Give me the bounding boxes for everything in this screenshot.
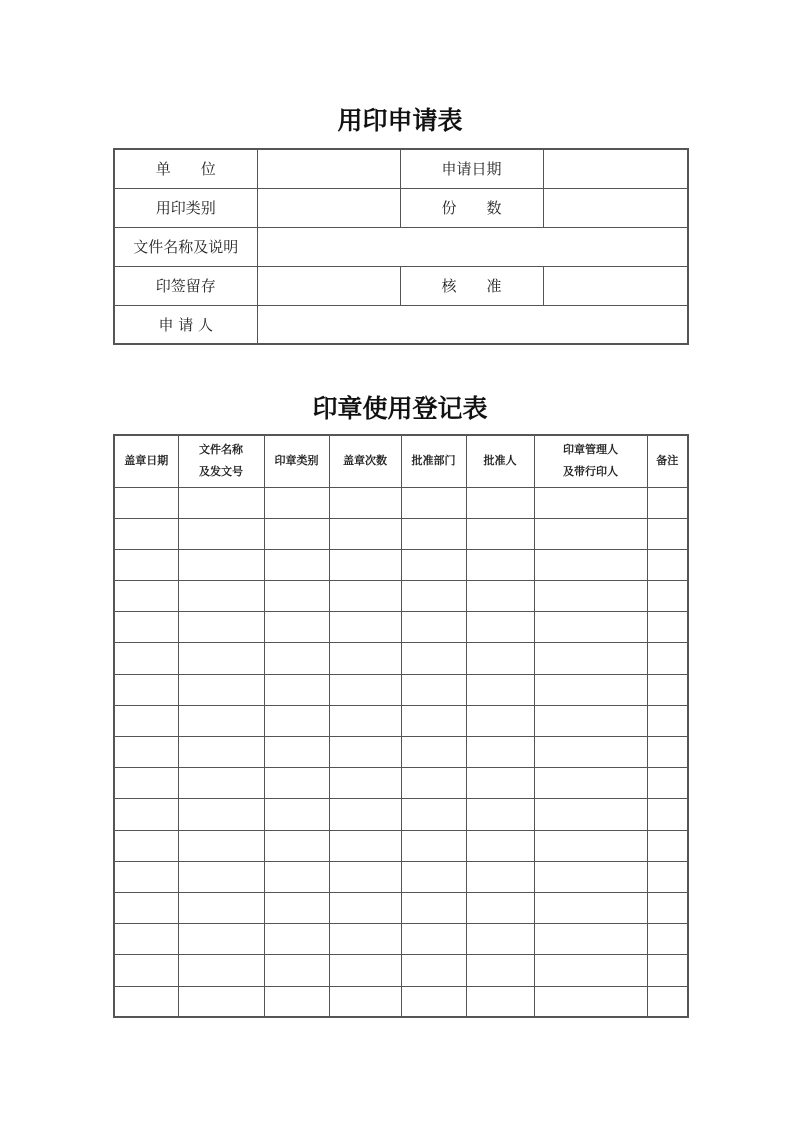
register-row <box>114 799 688 830</box>
register-header-cell <box>401 435 466 487</box>
unit-field[interactable] <box>257 149 400 188</box>
register-header-line: 批准人 <box>483 454 517 468</box>
register-cell[interactable] <box>329 861 401 892</box>
register-cell[interactable] <box>264 768 329 799</box>
register-cell[interactable] <box>401 737 466 768</box>
approval-field[interactable] <box>543 266 688 305</box>
register-row <box>114 612 688 643</box>
register-header-line: 批准部门 <box>411 454 456 468</box>
register-header-cell <box>647 435 688 487</box>
register-cell[interactable] <box>178 799 264 830</box>
register-header-line: 文件名称 <box>199 443 243 457</box>
register-cell[interactable] <box>647 986 688 1017</box>
register-cell[interactable] <box>466 892 534 923</box>
register-cell[interactable] <box>647 861 688 892</box>
register-header-line: 盖章次数 <box>343 454 387 468</box>
register-cell[interactable] <box>329 737 401 768</box>
register-cell[interactable] <box>647 705 688 736</box>
register-cell[interactable] <box>329 674 401 705</box>
register-cell[interactable] <box>534 799 647 830</box>
register-cell[interactable] <box>647 518 688 549</box>
register-cell[interactable] <box>401 518 466 549</box>
register-cell[interactable] <box>329 487 401 518</box>
approval-label: 核 准 <box>400 266 543 305</box>
form-row-applicant <box>114 305 688 344</box>
applicant-field[interactable] <box>257 305 688 344</box>
register-cell[interactable] <box>466 955 534 986</box>
seal-register-table <box>113 434 689 1018</box>
register-cell[interactable] <box>264 518 329 549</box>
register-header-line: 印章类别 <box>274 454 319 468</box>
register-cell[interactable] <box>401 955 466 986</box>
application-form-table <box>113 148 689 345</box>
register-cell[interactable] <box>647 955 688 986</box>
register-header-cell <box>329 435 401 487</box>
register-cell[interactable] <box>647 581 688 612</box>
register-cell[interactable] <box>264 892 329 923</box>
register-cell[interactable] <box>114 892 178 923</box>
register-cell[interactable] <box>178 487 264 518</box>
register-cell[interactable] <box>329 705 401 736</box>
register-cell[interactable] <box>329 581 401 612</box>
register-cell[interactable] <box>264 924 329 955</box>
register-header-cell <box>534 435 647 487</box>
applicant-label: 申 请 人 <box>114 305 257 344</box>
register-cell[interactable] <box>329 955 401 986</box>
register-cell[interactable] <box>647 768 688 799</box>
register-cell[interactable] <box>466 705 534 736</box>
register-row <box>114 924 688 955</box>
register-cell[interactable] <box>466 768 534 799</box>
register-cell[interactable] <box>329 924 401 955</box>
register-cell[interactable] <box>114 581 178 612</box>
register-cell[interactable] <box>114 643 178 674</box>
register-cell[interactable] <box>178 830 264 861</box>
register-cell[interactable] <box>264 986 329 1017</box>
register-cell[interactable] <box>534 643 647 674</box>
register-cell[interactable] <box>264 861 329 892</box>
register-header-line: 备注 <box>656 454 679 468</box>
register-row <box>114 768 688 799</box>
register-cell[interactable] <box>114 737 178 768</box>
doc-name-label: 文件名称及说明 <box>114 227 257 266</box>
register-cell[interactable] <box>466 518 534 549</box>
register-header-cell <box>466 435 534 487</box>
register-cell[interactable] <box>264 612 329 643</box>
register-cell[interactable] <box>466 861 534 892</box>
register-cell[interactable] <box>114 705 178 736</box>
register-cell[interactable] <box>647 924 688 955</box>
register-cell[interactable] <box>534 861 647 892</box>
register-cell[interactable] <box>647 892 688 923</box>
register-header-cell <box>114 435 178 487</box>
register-cell[interactable] <box>114 549 178 580</box>
copies-field[interactable] <box>543 188 688 227</box>
register-row <box>114 892 688 923</box>
register-cell[interactable] <box>178 705 264 736</box>
register-cell[interactable] <box>466 643 534 674</box>
register-cell[interactable] <box>401 612 466 643</box>
register-row <box>114 643 688 674</box>
form-row-doc-name <box>114 227 688 266</box>
register-form-title: 印章使用登记表 <box>312 394 488 423</box>
register-cell[interactable] <box>114 924 178 955</box>
register-cell[interactable] <box>534 830 647 861</box>
seal-sample-field[interactable] <box>257 266 400 305</box>
register-header-line: 及带行印人 <box>563 465 618 479</box>
register-header-line: 印章管理人 <box>563 443 618 457</box>
register-row <box>114 518 688 549</box>
register-cell[interactable] <box>534 737 647 768</box>
register-cell[interactable] <box>401 581 466 612</box>
register-cell[interactable] <box>534 924 647 955</box>
register-cell[interactable] <box>466 674 534 705</box>
register-cell[interactable] <box>534 892 647 923</box>
register-header-line: 及发文号 <box>199 465 243 479</box>
doc-name-field[interactable] <box>257 227 688 266</box>
register-cell[interactable] <box>178 737 264 768</box>
register-cell[interactable] <box>534 955 647 986</box>
register-header-row <box>114 435 688 487</box>
register-cell[interactable] <box>329 830 401 861</box>
register-cell[interactable] <box>401 768 466 799</box>
register-cell[interactable] <box>401 861 466 892</box>
register-cell[interactable] <box>178 861 264 892</box>
register-cell[interactable] <box>264 737 329 768</box>
register-cell[interactable] <box>329 643 401 674</box>
register-cell[interactable] <box>401 487 466 518</box>
register-cell[interactable] <box>178 674 264 705</box>
register-cell[interactable] <box>466 737 534 768</box>
register-cell[interactable] <box>401 986 466 1017</box>
register-cell[interactable] <box>466 487 534 518</box>
register-cell[interactable] <box>466 799 534 830</box>
register-header-line: 盖章日期 <box>124 454 169 468</box>
register-cell[interactable] <box>264 549 329 580</box>
seal-type-label: 用印类别 <box>114 188 257 227</box>
register-cell[interactable] <box>114 955 178 986</box>
register-row <box>114 487 688 518</box>
register-cell[interactable] <box>401 674 466 705</box>
register-row <box>114 737 688 768</box>
register-row <box>114 955 688 986</box>
register-cell[interactable] <box>401 892 466 923</box>
register-cell[interactable] <box>534 612 647 643</box>
register-cell[interactable] <box>534 518 647 549</box>
register-row <box>114 549 688 580</box>
copies-label: 份 数 <box>400 188 543 227</box>
register-cell[interactable] <box>647 549 688 580</box>
register-cell[interactable] <box>264 581 329 612</box>
form-row-seal-sample <box>114 266 688 305</box>
register-cell[interactable] <box>534 768 647 799</box>
register-cell[interactable] <box>466 549 534 580</box>
register-cell[interactable] <box>466 612 534 643</box>
apply-date-field[interactable] <box>543 149 688 188</box>
register-cell[interactable] <box>647 487 688 518</box>
register-cell[interactable] <box>401 643 466 674</box>
register-header-cell <box>178 435 264 487</box>
register-row <box>114 986 688 1017</box>
register-cell[interactable] <box>329 768 401 799</box>
register-cell[interactable] <box>329 799 401 830</box>
register-cell[interactable] <box>264 674 329 705</box>
register-cell[interactable] <box>401 799 466 830</box>
register-cell[interactable] <box>178 581 264 612</box>
register-cell[interactable] <box>647 737 688 768</box>
register-cell[interactable] <box>329 892 401 923</box>
register-cell[interactable] <box>178 612 264 643</box>
register-cell[interactable] <box>264 643 329 674</box>
register-cell[interactable] <box>401 705 466 736</box>
register-cell[interactable] <box>534 581 647 612</box>
register-cell[interactable] <box>114 861 178 892</box>
register-cell[interactable] <box>264 799 329 830</box>
register-cell[interactable] <box>534 986 647 1017</box>
register-cell[interactable] <box>329 518 401 549</box>
register-cell[interactable] <box>178 518 264 549</box>
register-cell[interactable] <box>647 643 688 674</box>
register-cell[interactable] <box>114 768 178 799</box>
form-row-seal-type <box>114 188 688 227</box>
register-cell[interactable] <box>647 612 688 643</box>
register-cell[interactable] <box>178 924 264 955</box>
register-row <box>114 861 688 892</box>
register-cell[interactable] <box>401 549 466 580</box>
register-cell[interactable] <box>178 892 264 923</box>
register-cell[interactable] <box>466 581 534 612</box>
register-cell[interactable] <box>264 705 329 736</box>
register-cell[interactable] <box>401 924 466 955</box>
register-cell[interactable] <box>178 643 264 674</box>
register-row <box>114 581 688 612</box>
register-cell[interactable] <box>647 830 688 861</box>
register-cell[interactable] <box>178 549 264 580</box>
register-cell[interactable] <box>114 612 178 643</box>
register-cell[interactable] <box>329 549 401 580</box>
register-cell[interactable] <box>466 830 534 861</box>
seal-type-field[interactable] <box>257 188 400 227</box>
register-cell[interactable] <box>329 986 401 1017</box>
register-cell[interactable] <box>647 674 688 705</box>
register-cell[interactable] <box>329 612 401 643</box>
register-cell[interactable] <box>264 830 329 861</box>
register-cell[interactable] <box>647 799 688 830</box>
register-cell[interactable] <box>534 487 647 518</box>
form-row-unit <box>114 149 688 188</box>
register-cell[interactable] <box>466 924 534 955</box>
seal-sample-label: 印签留存 <box>114 266 257 305</box>
unit-label: 单 位 <box>114 149 257 188</box>
register-cell[interactable] <box>178 955 264 986</box>
register-cell[interactable] <box>466 986 534 1017</box>
register-row <box>114 705 688 736</box>
register-cell[interactable] <box>264 487 329 518</box>
register-cell[interactable] <box>178 986 264 1017</box>
register-cell[interactable] <box>114 487 178 518</box>
register-cell[interactable] <box>114 674 178 705</box>
register-cell[interactable] <box>114 986 178 1017</box>
register-header-cell <box>264 435 329 487</box>
register-cell[interactable] <box>534 705 647 736</box>
register-cell[interactable] <box>178 768 264 799</box>
register-cell[interactable] <box>114 799 178 830</box>
register-cell[interactable] <box>534 549 647 580</box>
register-cell[interactable] <box>264 955 329 986</box>
application-form-title: 用印申请表 <box>337 106 463 135</box>
register-row <box>114 830 688 861</box>
register-cell[interactable] <box>114 830 178 861</box>
apply-date-label: 申请日期 <box>400 149 543 188</box>
register-row <box>114 674 688 705</box>
register-cell[interactable] <box>534 674 647 705</box>
register-cell[interactable] <box>401 830 466 861</box>
register-cell[interactable] <box>114 518 178 549</box>
